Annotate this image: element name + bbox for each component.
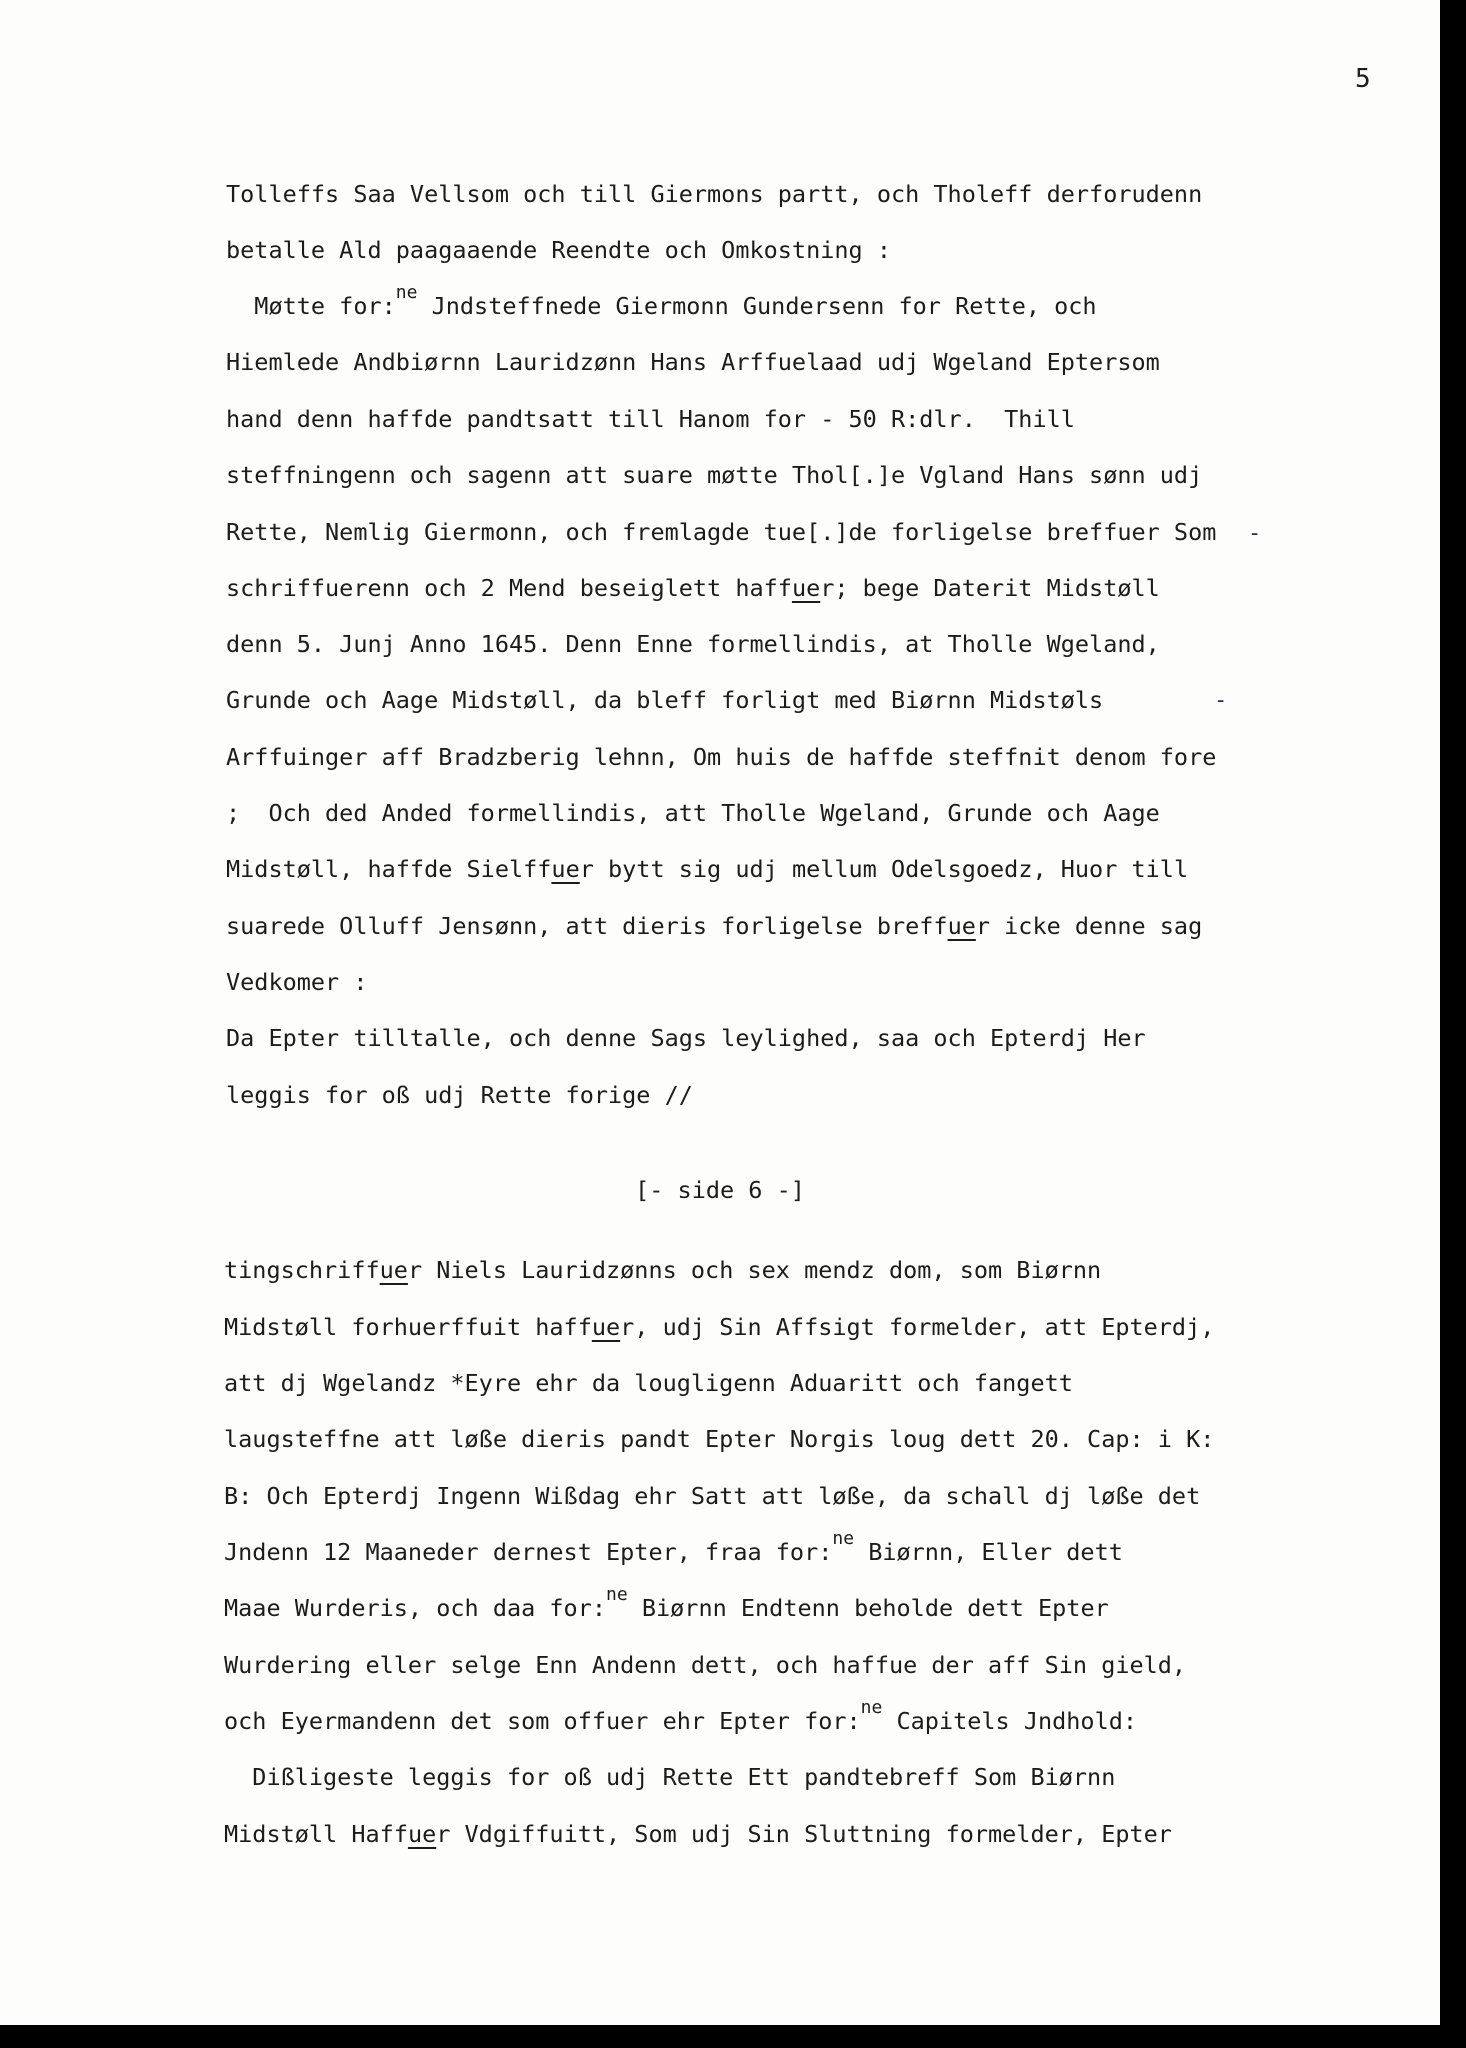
text-segment: r bytt sig udj mellum Odelsgoedz, Huor till — [579, 855, 1189, 883]
text-segment: r Niels Lauridzønns och sex mendz dom, som Biørnn — [407, 1256, 1102, 1284]
text-segment: Midstøll, haffde Sielff — [226, 855, 552, 883]
text-line — [226, 630, 1160, 658]
text-segment: Wurdering eller selge Enn Andenn dett, och haffue der aff Sin gield, — [224, 1651, 1187, 1679]
text-segment: ; Och ded Anded formellindis, att Tholle Wgeland, Grunde och Aage — [226, 799, 1160, 827]
text-line — [224, 1763, 1115, 1791]
text-segment: Midstøll Haff — [224, 1820, 408, 1848]
page-break-marker: [- side 6 -] — [635, 1176, 805, 1204]
superscript-abbreviation: ne — [860, 1697, 883, 1718]
text-line — [226, 461, 1202, 489]
text-segment: Dißligeste leggis for oß udj Rette Ett pandtebreff Som Biørnn — [224, 1763, 1116, 1791]
underlined-abbreviation: ue — [379, 1256, 408, 1284]
text-segment: steffningenn och sagenn att suare møtte Thol[.]e Vgland Hans sønn udj — [226, 461, 1203, 489]
text-line — [226, 968, 367, 996]
text-segment: suarede Olluff Jensønn, att dieris forligelse breff — [226, 912, 948, 940]
text-line — [224, 1256, 1101, 1284]
text-segment: att dj Wgelandz *Eyre ehr da lougligenn Aduaritt och fangett — [224, 1369, 1073, 1397]
text-line — [226, 180, 1202, 208]
text-line — [224, 1369, 1073, 1397]
text-line — [226, 743, 1216, 771]
text-line — [226, 405, 1075, 433]
text-segment: r Vdgiffuitt, Som udj Sin Sluttning formelder, Epter — [436, 1820, 1172, 1848]
text-line — [224, 1584, 1109, 1622]
text-line — [226, 348, 1160, 376]
underlined-abbreviation: ue — [947, 912, 976, 940]
text-segment: Biørnn Endtenn beholde dett Epter — [627, 1594, 1109, 1622]
text-line — [224, 1651, 1186, 1679]
text-line — [224, 1313, 1214, 1341]
text-line — [224, 1425, 1214, 1453]
text-segment: Møtte for: — [226, 292, 396, 320]
text-line — [226, 574, 1160, 602]
text-segment: Capitels Jndhold: — [882, 1707, 1138, 1735]
underlined-abbreviation: ue — [551, 855, 580, 883]
text-line — [224, 1528, 1123, 1566]
text-segment: Grunde och Aage Midstøll, da bleff forligt med Biørnn Midstøls — [226, 686, 1104, 714]
text-segment: Arffuinger aff Bradzberig lehnn, Om huis de haffde steffnit denom fore — [226, 743, 1217, 771]
text-segment: r; bege Daterit Midstøll — [820, 574, 1160, 602]
margin-dash-mark: - — [1248, 521, 1262, 546]
text-segment: Midstøll forhuerffuit haff — [224, 1313, 592, 1341]
superscript-abbreviation: ne — [395, 282, 418, 303]
text-line — [226, 1081, 693, 1109]
text-segment: Da Epter tilltalle, och denne Sags leylighed, saa och Epterdj Her — [226, 1024, 1146, 1052]
page-number: 5 — [1355, 64, 1371, 94]
text-line — [226, 912, 1202, 940]
text-segment: denn 5. Junj Anno 1645. Denn Enne formellindis, at Tholle Wgeland, — [226, 630, 1160, 658]
superscript-abbreviation: ne — [606, 1584, 628, 1605]
text-line — [226, 855, 1188, 883]
text-segment: betalle Ald paagaaende Reendte och Omkostning : — [226, 236, 891, 264]
text-line — [226, 799, 1160, 827]
text-segment: Jndenn 12 Maaneder dernest Epter, fraa for: — [224, 1538, 833, 1566]
text-line — [224, 1820, 1172, 1848]
superscript-abbreviation: ne — [832, 1528, 855, 1549]
text-segment: Jndsteffnede Giermonn Gundersenn for Rette, och — [417, 292, 1097, 320]
text-segment: leggis for oß udj Rette forige // — [226, 1081, 693, 1109]
text-segment: Rette, Nemlig Giermonn, och fremlagde tue[.]de forligelse breffuer Som — [226, 518, 1217, 546]
text-line — [226, 1024, 1146, 1052]
text-segment: och Eyermandenn det som offuer ehr Epter for: — [224, 1707, 861, 1735]
text-segment: Hiemlede Andbiørnn Lauridzønn Hans Arffuelaad udj Wgeland Eptersom — [226, 348, 1160, 376]
text-line — [226, 518, 1216, 546]
text-segment: schriffuerenn och 2 Mend beseiglett haff — [226, 574, 792, 602]
text-segment: r, udj Sin Affsigt formelder, att Epterdj, — [620, 1313, 1215, 1341]
underlined-abbreviation: ue — [407, 1820, 437, 1848]
text-line — [224, 1697, 1138, 1735]
text-line — [226, 282, 1097, 320]
text-segment: tingschriff — [224, 1256, 380, 1284]
text-segment: hand denn haffde pandtsatt till Hanom for - 50 R:dlr. Thill — [226, 405, 1075, 433]
underlined-abbreviation: ue — [791, 574, 821, 602]
text-line — [226, 686, 1103, 714]
text-segment: Maae Wurderis, och daa for: — [224, 1594, 607, 1622]
text-line — [226, 236, 891, 264]
text-segment: Tolleffs Saa Vellsom och till Giermons partt, och Tholeff derforudenn — [226, 180, 1203, 208]
underlined-abbreviation: ue — [591, 1313, 621, 1341]
text-segment: r icke denne sag — [975, 912, 1203, 940]
margin-dash-mark: - — [1214, 688, 1228, 713]
text-segment: B: Och Epterdj Ingenn Wißdag ehr Satt att løße, da schall dj løße det — [224, 1482, 1201, 1510]
text-line — [224, 1482, 1200, 1510]
text-segment: Biørnn, Eller dett — [854, 1538, 1123, 1566]
text-segment: Vedkomer : — [226, 968, 368, 996]
text-segment: laugsteffne att løße dieris pandt Epter Norgis loug dett 20. Cap: i K: — [224, 1425, 1215, 1453]
